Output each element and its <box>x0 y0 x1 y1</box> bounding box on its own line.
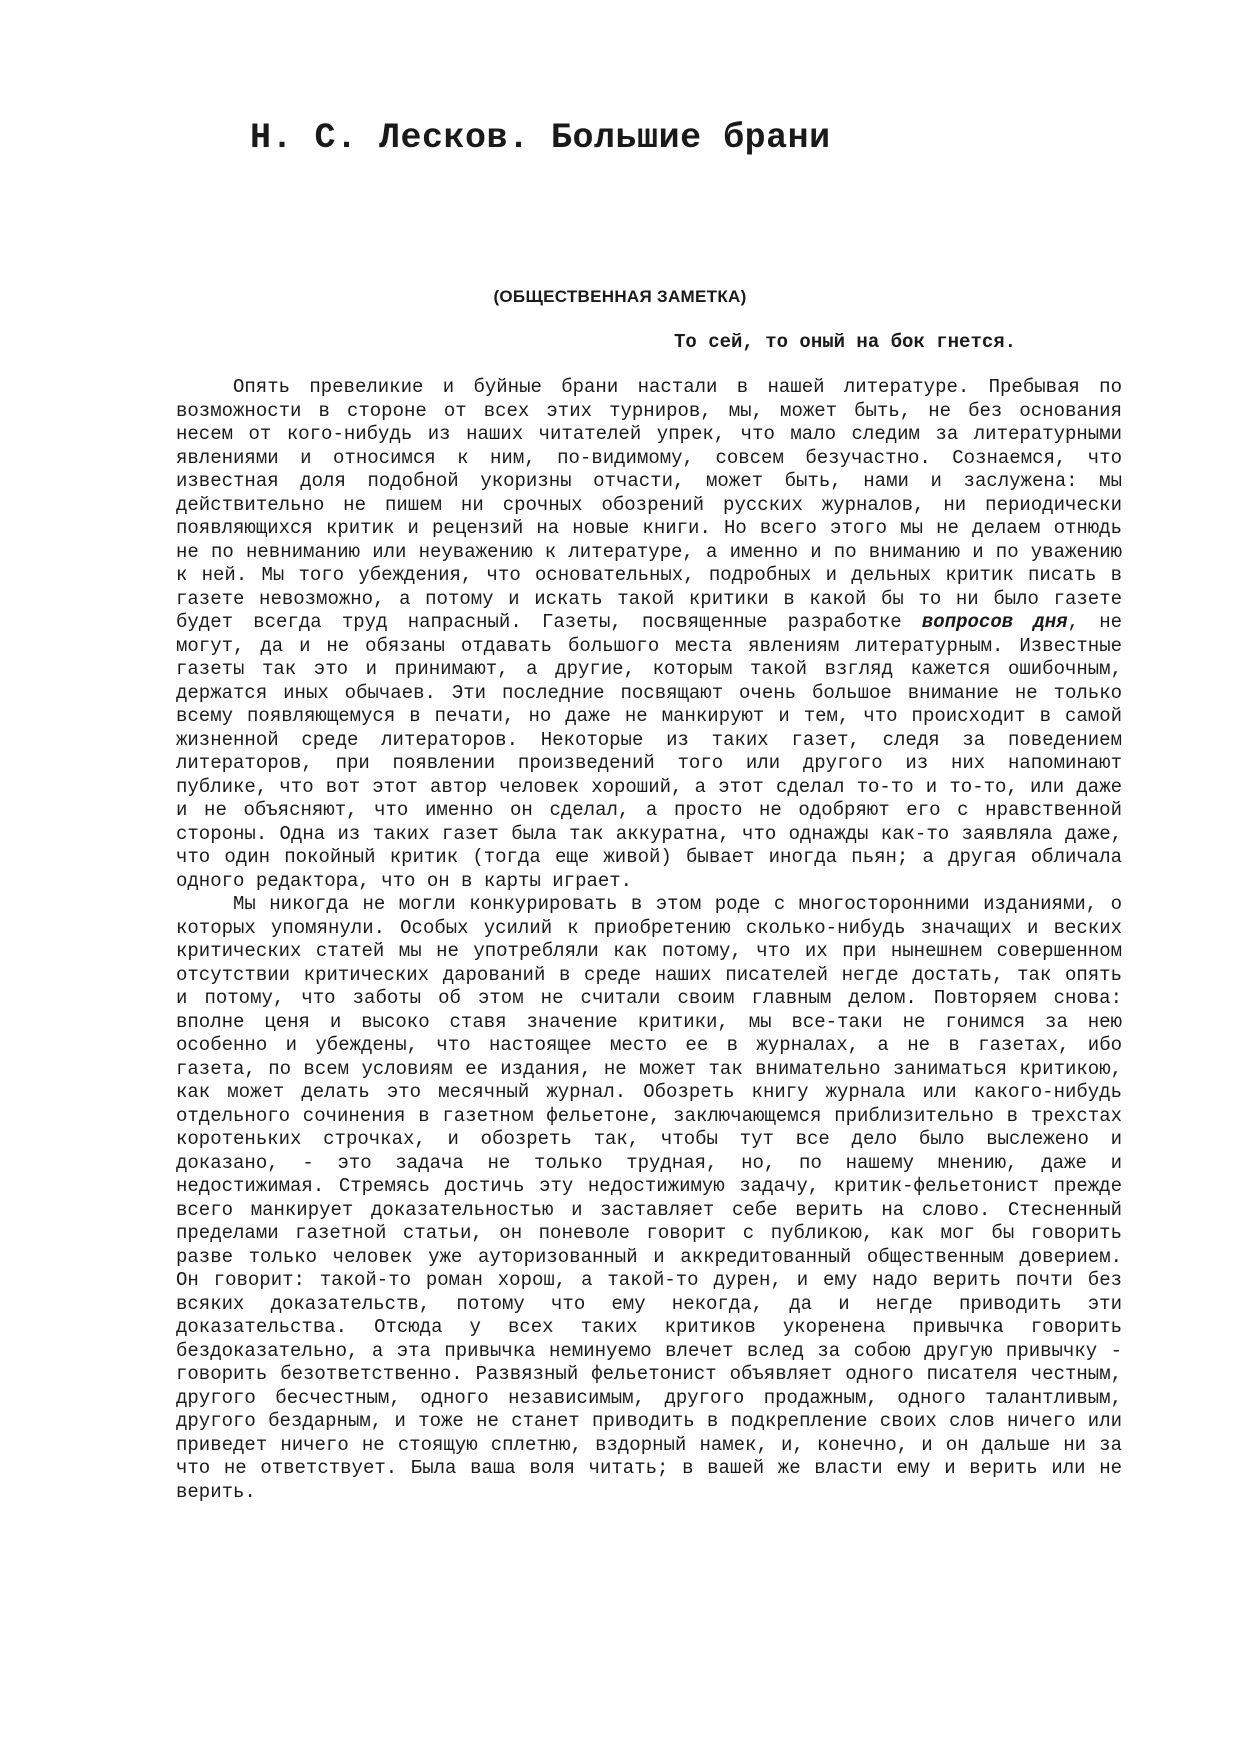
paragraph-text: , не могут, да и не обязаны отдавать большого места явлениям литературным. Известные газеты так это и принимают, а другие, которым такой взгляд кажется ошибочным, держатся иных обычаев. Эти последние посвящают очень большое внимание не только всему появляющемуся в печати, но даже не манкируют и тем, что происходит в самой жизненной среде литераторов. Некоторые из таких газет, следя за поведением литераторов, при появлении произведений того или другого из них напоминают публике, что вот этот автор человек хороший, а этот сделал то-то и то-то, или даже и не объясняют, что именно он сделал, а просто не одобряют его с нравственной стороны. Одна из таких газет была так аккуратна, что однажды как-то заявляла даже, что один покойный критик (тогда еще живой) бывает иногда пьян; а другая обличала одного редактора, что он в карты играет. <box>176 611 1122 892</box>
epigraph: То сей, то оный на бок гнется. <box>674 331 1017 353</box>
page-title: Н. С. Лесков. Большие брани <box>250 118 831 158</box>
body-text <box>176 376 1122 1504</box>
subtitle: (ОБЩЕСТВЕННАЯ ЗАМЕТКА) <box>493 287 747 306</box>
paragraph-text: Опять превеликие и буйные брани настали в нашей литературе. Пребывая по возможности в стороне от всех этих турниров, мы, может быть, не без основания несем от кого-нибудь из наших читателей упрек, что мало следим за литературными явлениями и относимся к ним, по-видимому, совсем безучастно. Сознаемся, что известная доля подобной укоризны отчасти, может быть, нами и заслужена: мы действительно не пишем ни срочных обозрений русских журналов, ни периодически появляющихся критик и рецензий на новые книги. Но всего этого мы не делаем отнюдь не по невниманию или неуважению к литературе, а именно и по вниманию и по уважению к ней. Мы того убеждения, что основательных, подробных и дельных критик писать в газете невозможно, а потому и искать такой критики в какой бы то ни было газете будет всегда труд напрасный. Газеты, посвященные разработке <box>176 376 1122 633</box>
paragraph <box>176 376 1122 893</box>
emphasis-text: вопросов дня <box>921 611 1068 633</box>
paragraph: Мы никогда не могли конкурировать в этом роде с многосторонними изданиями, о которых упомянули. Особых усилий к приобретению сколько-нибудь значащих и веских критических статей мы не употребляли как потому, что их при нынешнем совершенном отсутствии критических дарований в среде наших писателей негде достать, так опять и потому, что заботы об этом не считали своим главным делом. Повторяем снова: вполне ценя и высоко ставя значение критики, мы все-таки не гонимся за нею особенно и убеждены, что настоящее место ее в журналах, а не в газетах, ибо газета, по всем условиям ее издания, не может так внимательно заниматься критикою, как может делать это месячный журнал. Обозреть книгу журнала или какого-нибудь отдельного сочинения в газетном фельетоне, заключающемся приблизительно в трехстах коротеньких строчках, и обозреть так, чтобы тут все дело было выслежено и доказано, - это задача не только трудная, но, по нашему мнению, даже и недостижимая. Стремясь достичь эту недостижимую задачу, критик-фельетонист прежде всего манкирует доказательностью и заставляет себе верить на слово. Стесненный пределами газетной статьи, он поневоле говорит с публикою, как мог бы говорить разве только человек уже ауторизованный и аккредитованный общественным доверием. Он говорит: такой-то роман хорош, а такой-то дурен, и ему надо верить почти без всяких доказательств, потому что ему некогда, да и негде приводить эти доказательства. Отсюда у всех таких критиков укоренена привычка говорить бездоказательно, а эта привычка неминуемо влечет вслед за собою другую привычку - говорить безответственно. Развязный фельетонист объявляет одного писателя честным, другого бесчестным, одного независимым, другого продажным, одного талантливым, другого бездарным, и тоже не станет приводить в подкрепление своих слов ничего или приведет ничего не стоящую сплетню, вздорный намек, и, конечно, и он дальше ни за что не ответствует. Была ваша воля читать; в вашей же власти ему и верить или не верить. <box>176 893 1122 1503</box>
